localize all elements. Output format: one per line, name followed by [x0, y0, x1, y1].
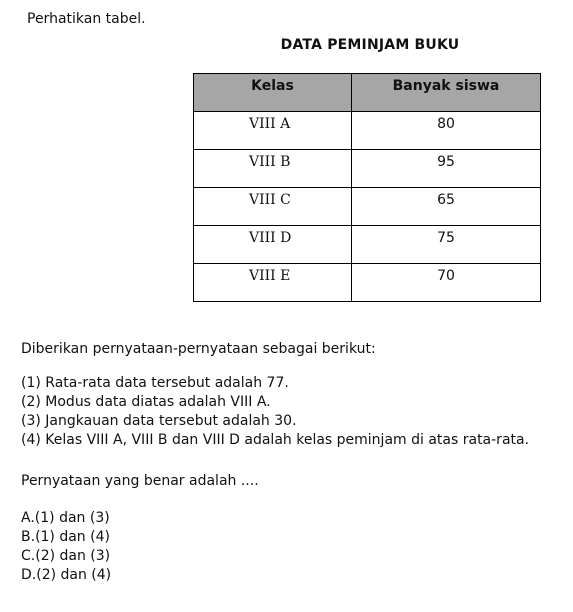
- cell-banyak-siswa: 80: [352, 112, 541, 150]
- table-row: [194, 264, 541, 302]
- column-header-kelas: Kelas: [194, 74, 352, 112]
- table-title: DATA PEMINJAM BUKU: [280, 37, 460, 53]
- cell-banyak-siswa: 75: [352, 226, 541, 264]
- statement-item: (4) Kelas VIII A, VIII B dan VIII D adalah kelas peminjam di atas rata-rata.: [21, 432, 530, 448]
- intro-text: Perhatikan tabel.: [27, 11, 146, 27]
- question-text: Pernyataan yang benar adalah ....: [21, 473, 259, 489]
- cell-kelas: VIII D: [194, 226, 352, 264]
- data-table: [193, 73, 541, 302]
- table-row: [194, 226, 541, 264]
- statement-item: (1) Rata-rata data tersebut adalah 77.: [21, 375, 289, 391]
- column-header-banyak-siswa: Banyak siswa: [352, 74, 541, 112]
- statement-list: [21, 374, 529, 450]
- cell-kelas: VIII A: [194, 112, 352, 150]
- option-c[interactable]: [21, 547, 111, 566]
- cell-banyak-siswa: 95: [352, 150, 541, 188]
- lead-text: Diberikan pernyataan-pernyataan sebagai berikut:: [21, 341, 376, 357]
- table-header-row: [194, 74, 541, 112]
- option-d[interactable]: [21, 566, 111, 585]
- option-a[interactable]: [21, 509, 111, 528]
- table-row: [194, 150, 541, 188]
- option-text: (2) dan (4): [36, 567, 112, 583]
- cell-kelas: VIII C: [194, 188, 352, 226]
- option-text: (1) dan (3): [34, 510, 110, 526]
- statement-item: (3) Jangkauan data tersebut adalah 30.: [21, 413, 297, 429]
- table-row: [194, 188, 541, 226]
- answer-options: [21, 509, 111, 585]
- cell-kelas: VIII B: [194, 150, 352, 188]
- option-text: (2) dan (3): [35, 548, 111, 564]
- table-row: [194, 112, 541, 150]
- option-b[interactable]: [21, 528, 111, 547]
- option-text: (1) dan (4): [35, 529, 110, 545]
- option-letter: B.: [21, 529, 36, 545]
- statement-item: (2) Modus data diatas adalah VIII A.: [21, 394, 271, 410]
- cell-banyak-siswa: 70: [352, 264, 541, 302]
- option-letter: C.: [21, 548, 36, 564]
- option-letter: A.: [21, 510, 35, 526]
- option-letter: D.: [21, 567, 37, 583]
- cell-kelas: VIII E: [194, 264, 352, 302]
- cell-banyak-siswa: 65: [352, 188, 541, 226]
